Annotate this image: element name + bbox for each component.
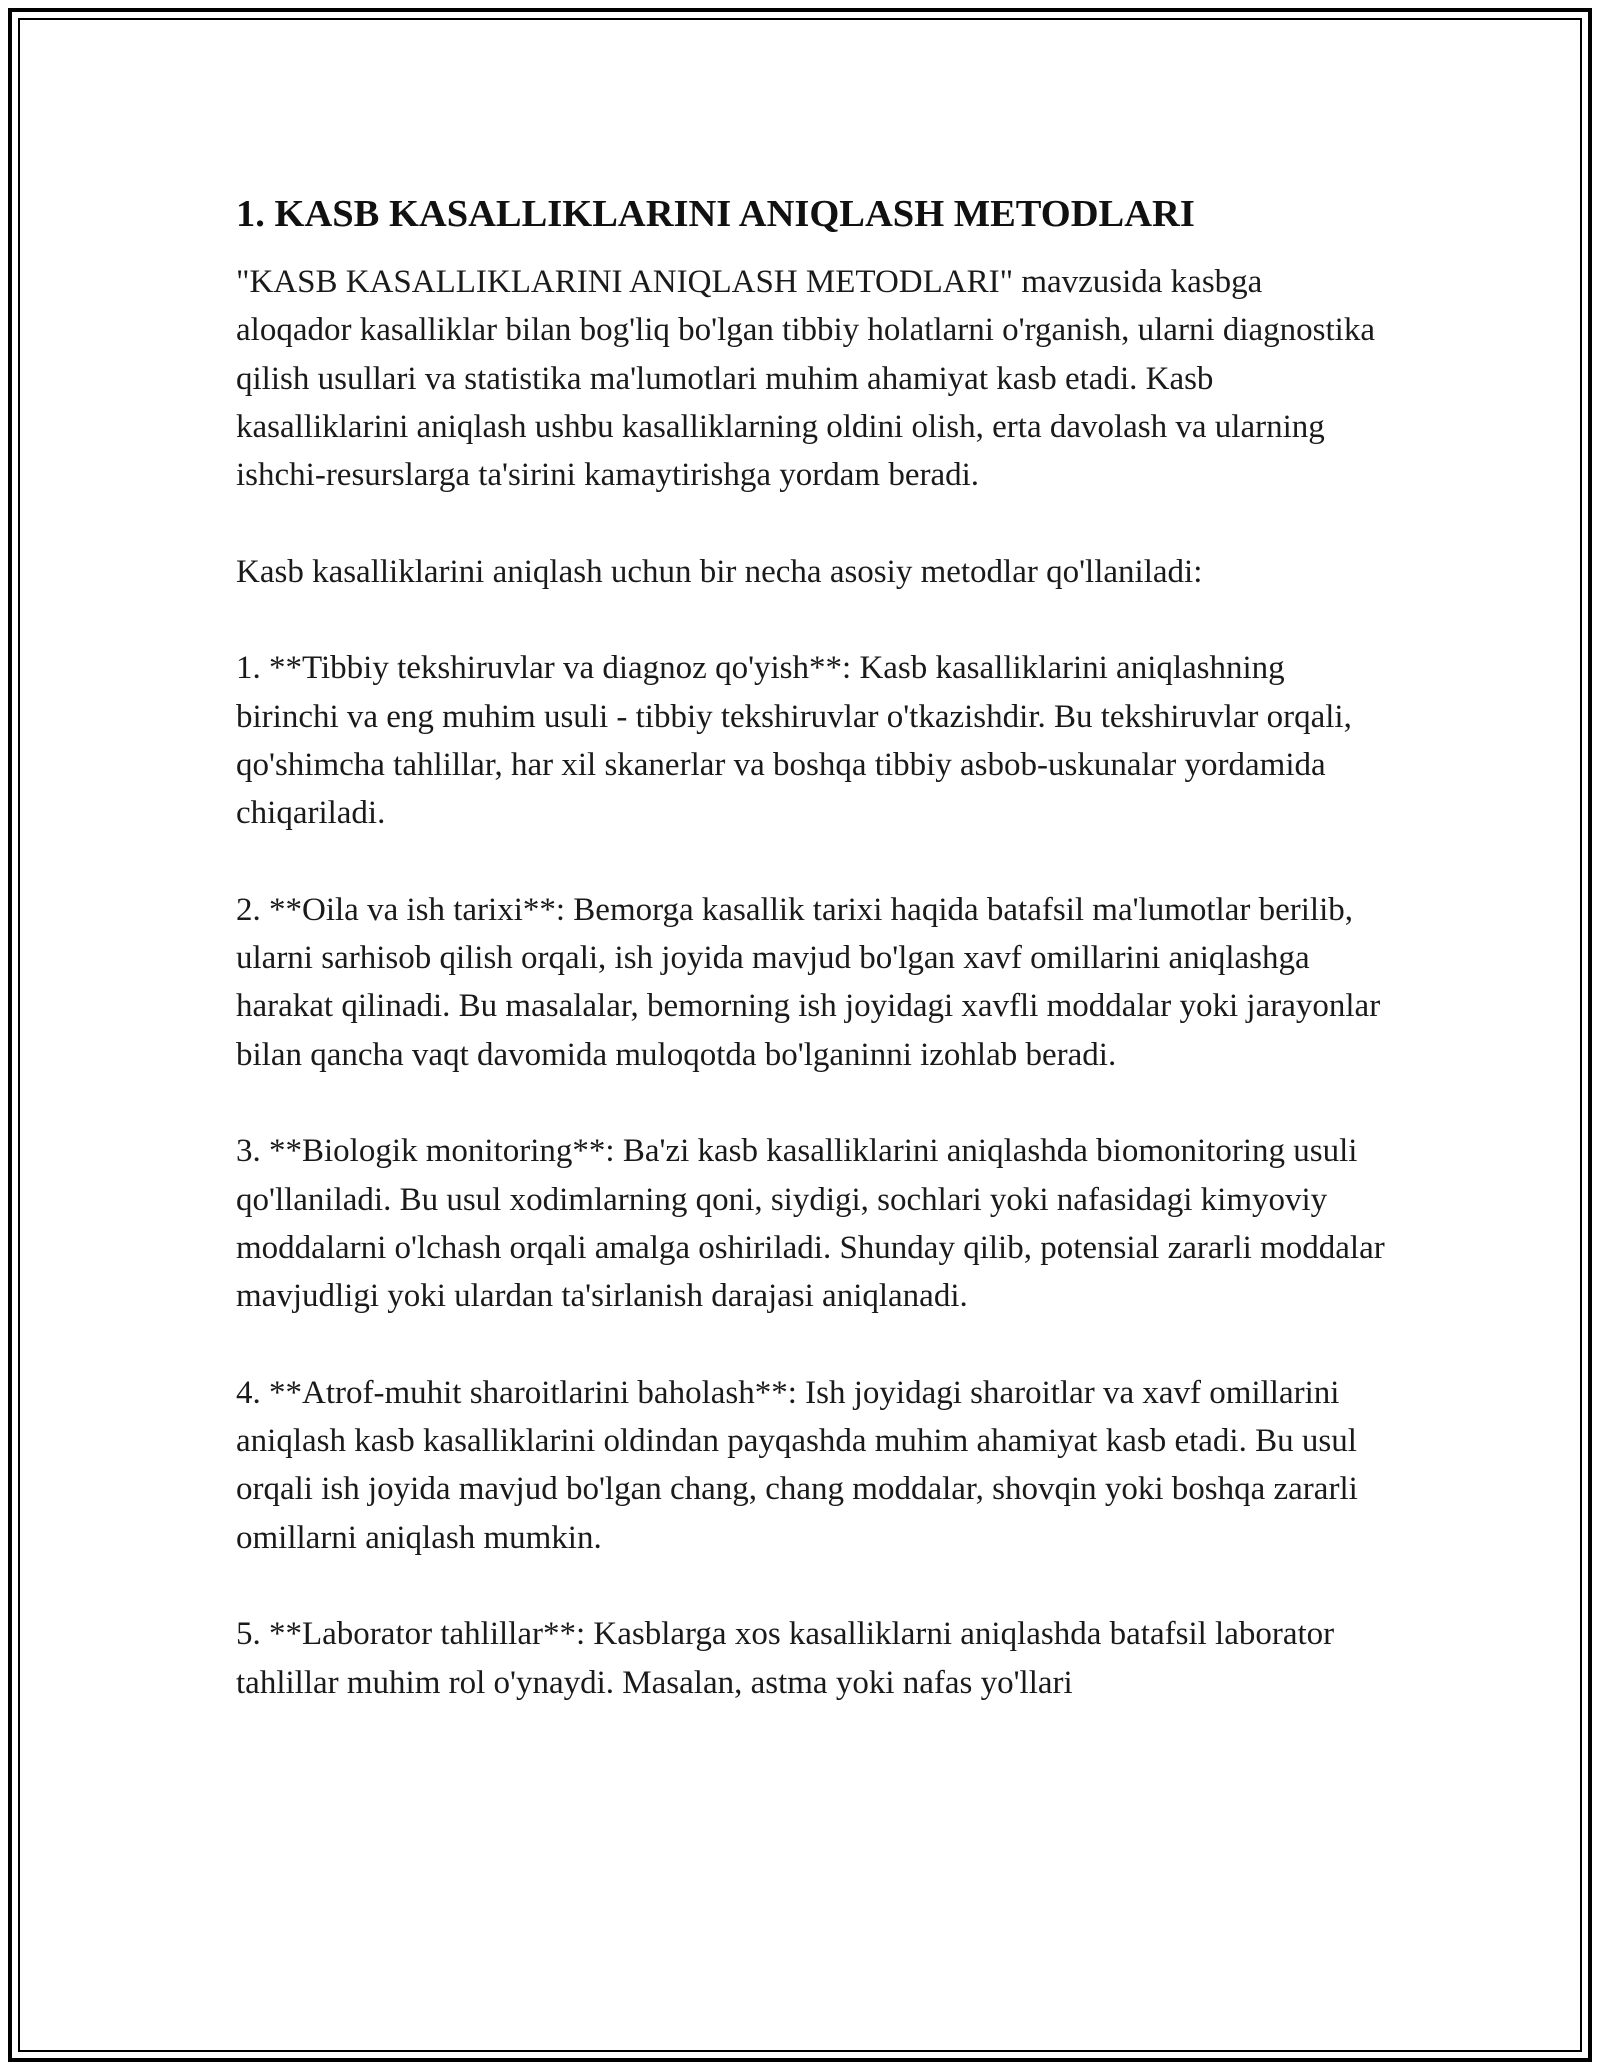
document-body [236, 190, 1386, 1755]
method-2-paragraph: 2. **Oila va ish tarixi**: Bemorga kasallik tarixi haqida batafsil ma'lumotlar berilib, ularni sarhisob qilish orqali, ish joyida mavjud bo'lgan xavf omillarini aniqlashga harakat qilinadi. Bu masalalar, bemorning ish joyidagi xavfli moddalar yoki jarayonlar bilan qancha vaqt davomida muloqotda bo'lganinni izohlab beradi. [236, 891, 1381, 1073]
page-title: 1. KASB KASALLIKLARINI ANIQLASH METODLARI [236, 193, 1195, 235]
method-1-paragraph: 1. **Tibbiy tekshiruvlar va diagnoz qo'yish**: Kasb kasalliklarini aniqlashning birinchi va eng muhim usuli - tibbiy tekshiruvlar o'tkazishdir. Bu tekshiruvlar orqali, qo'shimcha tahlillar, har xil skanerlar va boshqa tibbiy asbob-uskunalar yordamida chiqariladi. [236, 650, 1352, 832]
methods-intro-paragraph: Kasb kasalliklarini aniqlash uchun bir necha asosiy metodlar qo'llaniladi: [236, 553, 1203, 590]
method-4-paragraph: 4. **Atrof-muhit sharoitlarini baholash**: Ish joyidagi sharoitlar va xavf omillarini aniqlash kasb kasalliklarini oldindan payqashda muhim ahamiyat kasb etadi. Bu usul orqali ish joyida mavjud bo'lgan chang, chang moddalar, shovqin yoki boshqa zararli omillarni aniqlash mumkin. [236, 1374, 1358, 1556]
method-3-paragraph: 3. **Biologik monitoring**: Ba'zi kasb kasalliklarini aniqlashda biomonitoring usuli qo'llaniladi. Bu usul xodimlarning qoni, siydigi, sochlari yoki nafasidagi kimyoviy moddalarni o'lchash orqali amalga oshiriladi. Shunday qilib, potensial zararli moddalar mavjudligi yoki ulardan ta'sirlanish darajasi aniqlanadi. [236, 1133, 1385, 1315]
intro-paragraph: "KASB KASALLIKLARINI ANIQLASH METODLARI" mavzusida kasbga aloqador kasalliklar bilan bog'liq bo'lgan tibbiy holatlarni o'rganish, ularni diagnostika qilish usullari va statistika ma'lumotlari muhim ahamiyat kasb etadi. Kasb kasalliklarini aniqlash ushbu kasalliklarning oldini olish, erta davolash va ularning ishchi-resurslarga ta'sirini kamaytirishga yordam beradi. [236, 264, 1375, 494]
method-5-paragraph: 5. **Laborator tahlillar**: Kasblarga xos kasalliklarni aniqlashda batafsil laborator tahlillar muhim rol o'ynaydi. Masalan, astma yoki nafas yo'llari [236, 1616, 1335, 1701]
